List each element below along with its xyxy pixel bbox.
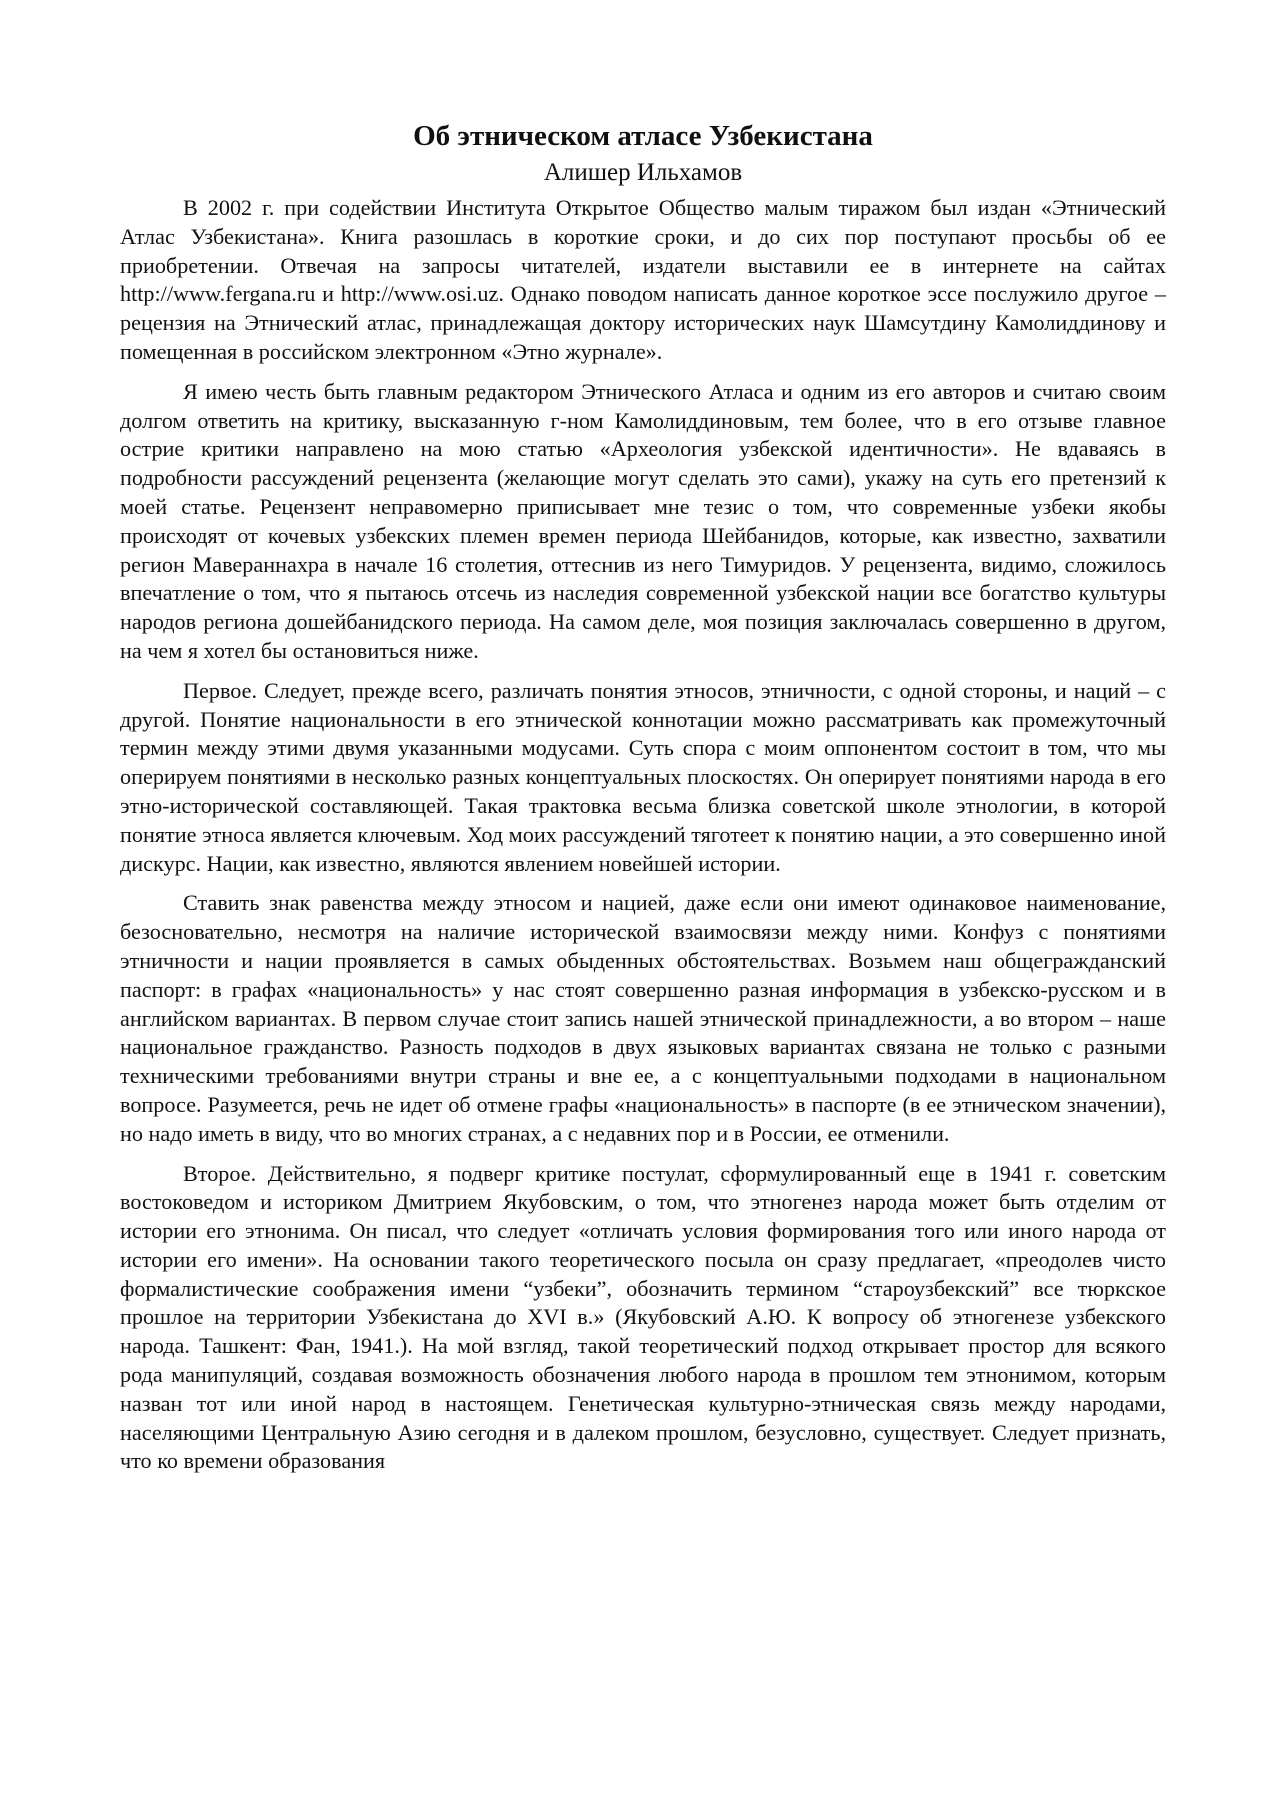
document-author: Алишер Ильхамов: [543, 159, 743, 186]
paragraph-4: Ставить знак равенства между этносом и нацией, даже если они имеют одинаковое наименование, безосновательно, несмотря на наличие исторической взаимосвязи между ними. Конфуз с понятиями этничности и нации проявляется в самых обыденных обстоятельствах. Возьмем наш общегражданский паспорт: в графах «национальность» у нас стоят совершенно разная информация в узбекско-русском и в английском вариантах. В первом случае стоит запись нашей этнической принадлежности, а во втором – наше национальное гражданство. Разность подходов в двух языковых вариантах связана не только с разными техническими требованиями внутри страны и вне ее, а с концептуальными подходами в национальном вопросе. Разумеется, речь не идет об отмене графы «национальность» в паспорте (в ее этническом значении), но надо иметь в виду, что во многих странах, а с недавних пор и в России, ее отменили.: [120, 890, 1166, 1146]
paragraph-1: В 2002 г. при содействии Института Открытое Общество малым тиражом был издан «Этнический Атлас Узбекистана». Книга разошлась в короткие сроки, и до сих пор поступают просьбы об ее приобретении. Отвечая на запросы читателей, издатели выставили ее в интернете на сайтах http://www.fergana.ru и http://www.osi.uz. Однако поводом написать данное короткое эссе послужило другое – рецензия на Этнический атлас, принадлежащая доктору исторических наук Шамсутдину Камолиддинову и помещенная в российском электронном «Этно журнале».: [120, 195, 1166, 364]
paragraph-3: Первое. Следует, прежде всего, различать понятия этносов, этничности, с одной стороны, и наций – с другой. Понятие национальности в его этнической коннотации можно рассматривать как промежуточный термин между этими двумя указанными модусами. Суть спора с моим оппонентом состоит в том, что мы оперируем понятиями в несколько разных концептуальных плоскостях. Он оперирует понятиями народа в его этно-исторической составляющей. Такая трактовка весьма близка советской школе этнологии, в которой понятие этноса является ключевым. Ход моих рассуждений тяготеет к понятию нации, а это совершенно иной дискурс. Нации, как известно, являются явлением новейшей истории.: [120, 677, 1166, 876]
document-title: Об этническом атласе Узбекистана: [413, 120, 873, 152]
document-page: [120, 118, 1166, 1487]
paragraph-2: Я имею честь быть главным редактором Этнического Атласа и одним из его авторов и считаю своим долгом ответить на критику, высказанную г-ном Камолиддиновым, тем более, что в его отзыве главное острие критики направлено на мою статью «Археология узбекской идентичности». Не вдаваясь в подробности рассуждений рецензента (желающие могут сделать это сами), укажу на суть его претензий к моей статье. Рецензент неправомерно приписывает мне тезис о том, что современные узбеки якобы происходят от кочевых узбекских племен времен периода Шейбанидов, которые, как известно, захватили регион Мавераннахра в начале 16 столетия, оттеснив из него Тимуридов. У рецензента, видимо, сложилось впечатление о том, что я пытаюсь отсечь из наследия современной узбекской нации все богатство культуры народов региона дошейбанидского периода. На самом деле, моя позиция заключалась совершенно в другом, на чем я хотел бы остановиться ниже.: [120, 378, 1166, 663]
paragraph-5: Второе. Действительно, я подверг критике постулат, сформулированный еще в 1941 г. советским востоковедом и историком Дмитрием Якубовским, о том, что этногенез народа может быть отделим от истории его этнонима. Он писал, что следует «отличать условия формирования того или иного народа от истории его имени». На основании такого теоретического посыла он сразу предлагает, «преодолев чисто формалистические соображения имени “узбеки”, обозначить термином “староузбекский” все тюркское прошлое на территории Узбекистана до XVI в.» (Якубовский А.Ю. К вопросу об этногенезе узбекского народа. Ташкент: Фан, 1941.). На мой взгляд, такой теоретический подход открывает простор для всякого рода манипуляций, создавая возможность обозначения любого народа в прошлом тем этнонимом, которым назван тот или иной народ в настоящем. Генетическая культурно-этническая связь между народами, населяющими Центральную Азию сегодня и в далеком прошлом, безусловно, существует. Следует признать, что ко времени образования: [120, 1160, 1166, 1474]
